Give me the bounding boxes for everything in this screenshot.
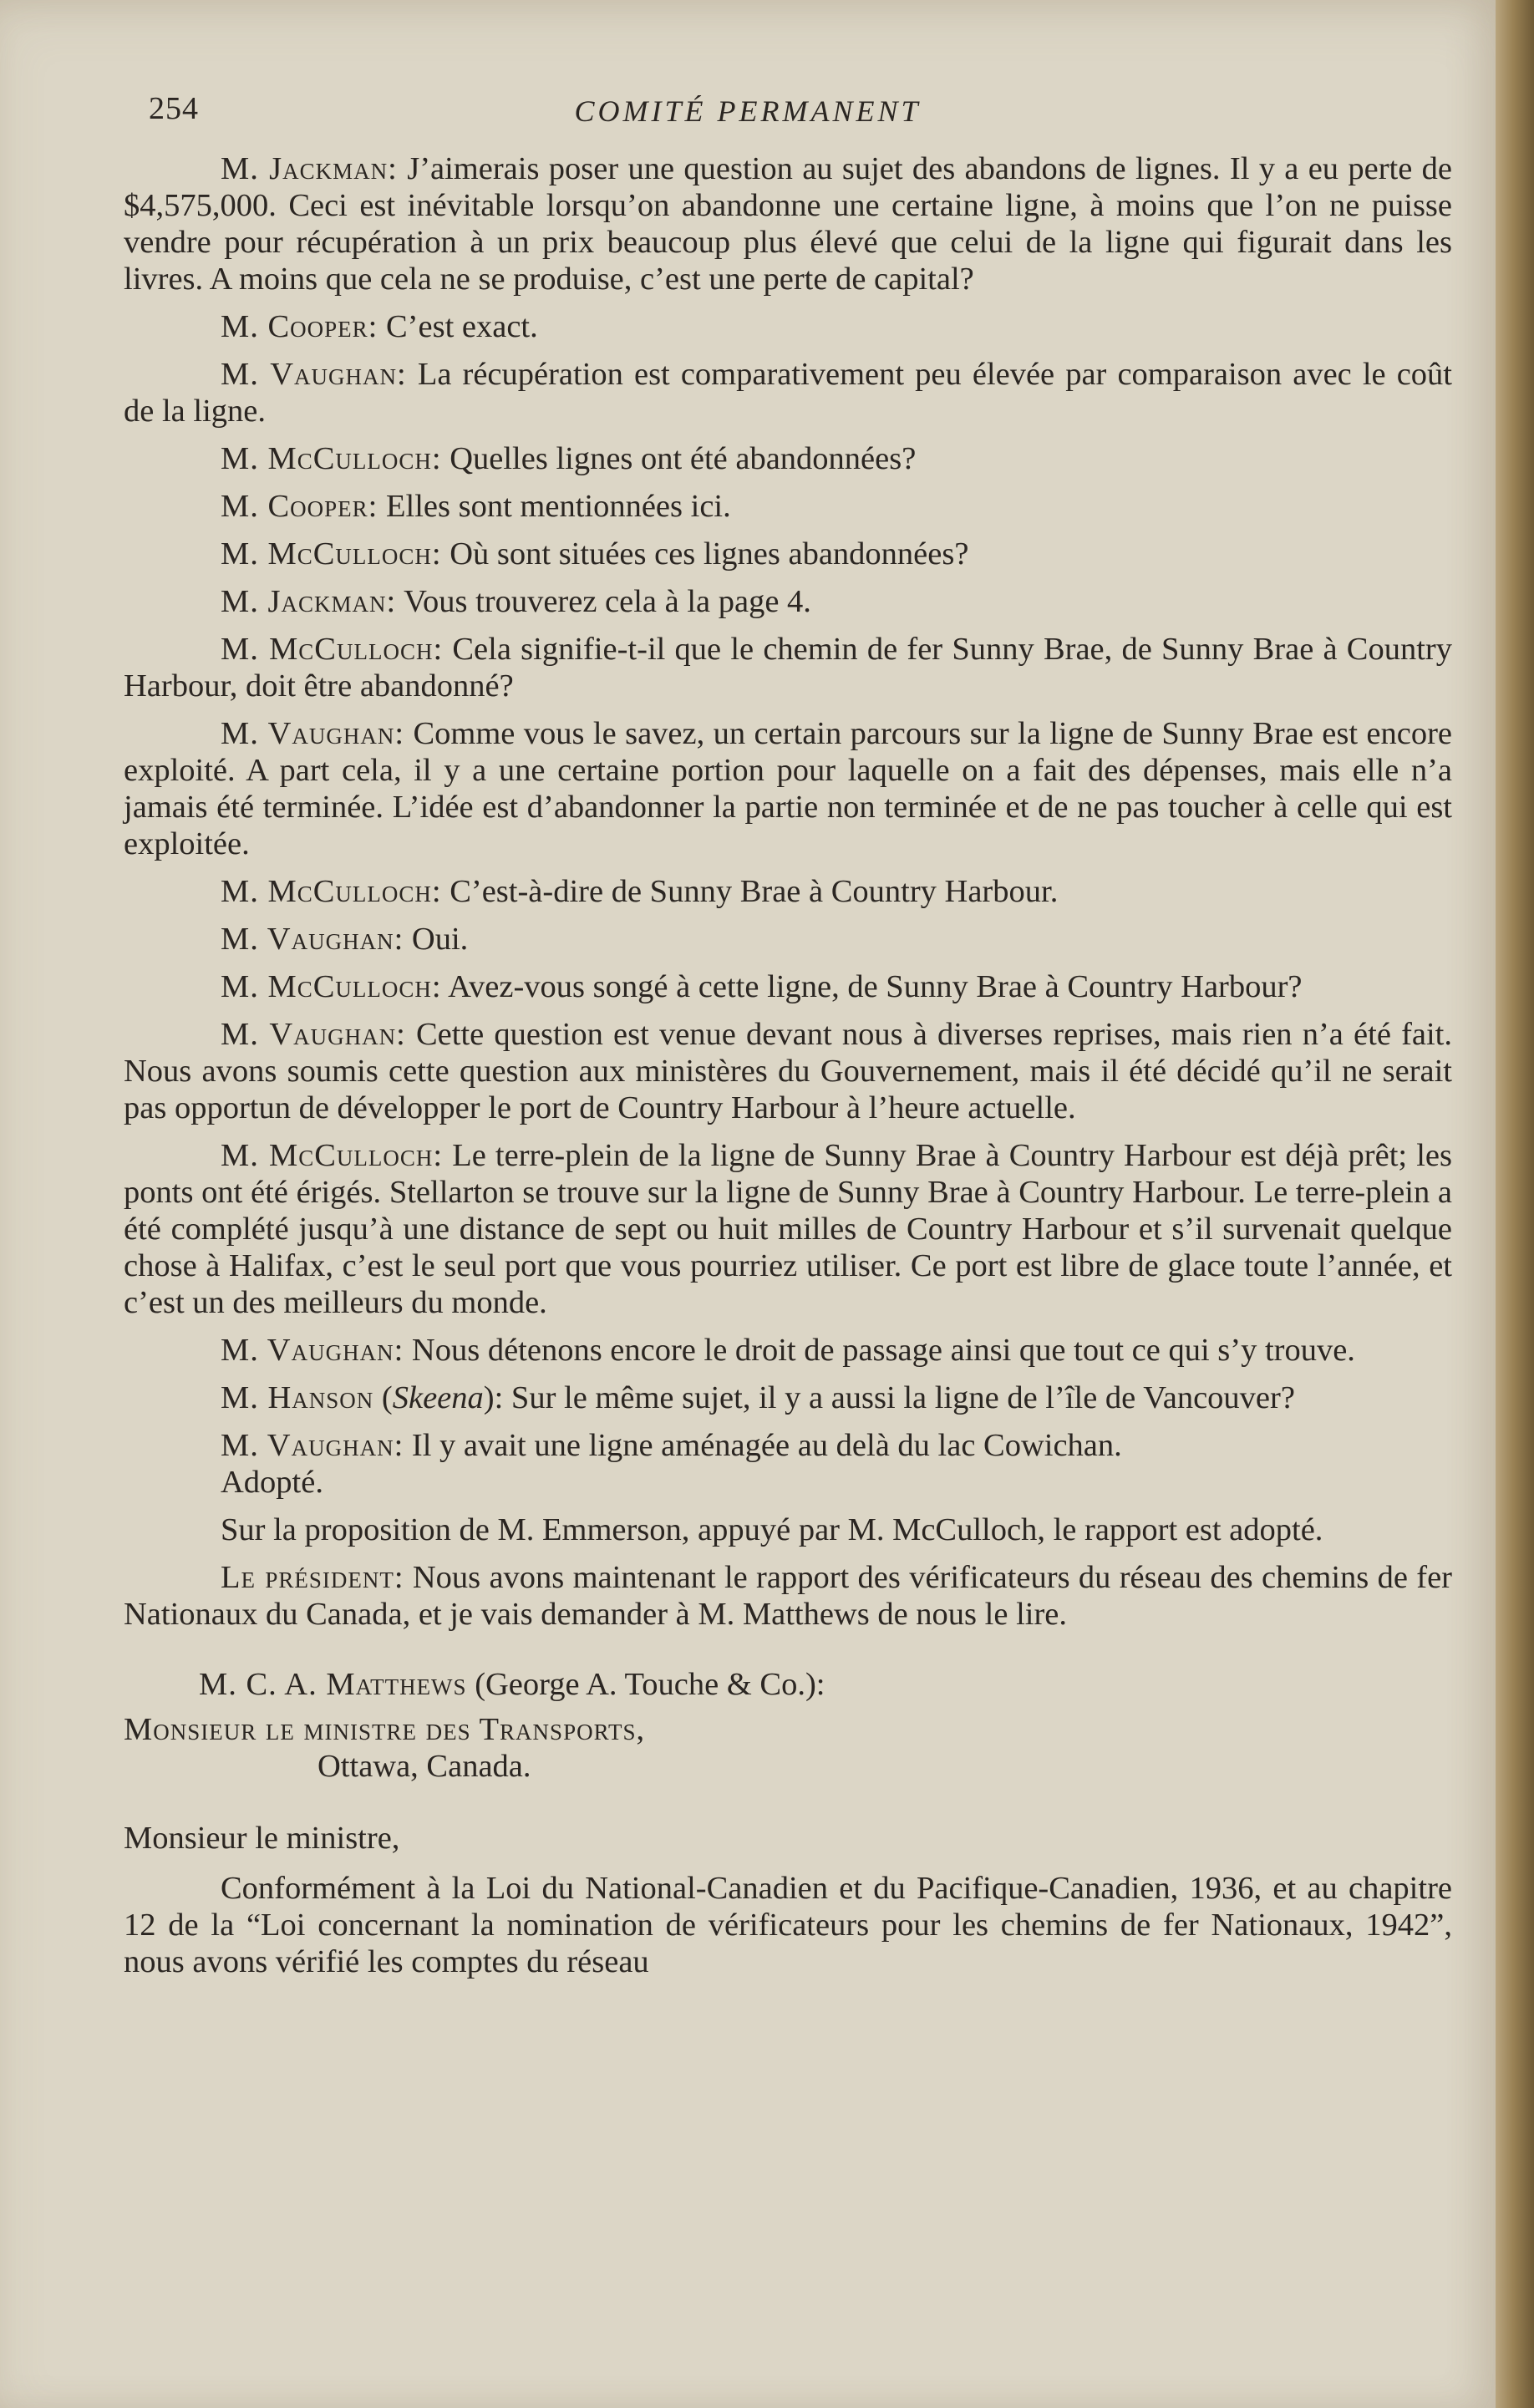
speech-text: Avez-vous songé à cette ligne, de Sunny Brae à Country Harbour? bbox=[441, 969, 1303, 1004]
book-spine-shadow bbox=[1496, 0, 1534, 2408]
dialogue-paragraph bbox=[124, 536, 1452, 572]
speech-text: Où sont situées ces lignes abandonnées? bbox=[441, 536, 969, 572]
dialogue-paragraph bbox=[124, 921, 1452, 958]
running-head: COMITÉ PERMANENT bbox=[574, 94, 922, 128]
speech-text: Cette question est venue devant nous à diverses reprises, mais rien n’a été fait. Nous avons soumis cette question aux ministères du Gouvernement, mais il été décidé qu’il ne serait pas opportun de développer le port de Country Harbour à l’heure actuelle. bbox=[124, 1017, 1452, 1125]
letter-addressee: Monsieur le ministre des Transports, bbox=[124, 1712, 646, 1747]
speaker-name: Le président: bbox=[221, 1560, 404, 1595]
speech-text: : Sur le même sujet, il y a aussi la ligne de l’île de Vancouver? bbox=[494, 1380, 1295, 1415]
speech-text: Oui. bbox=[404, 922, 469, 957]
dialogue-paragraph bbox=[124, 1332, 1452, 1369]
adopte-line: Adopté. bbox=[221, 1465, 323, 1500]
speaker-name: M. McCulloch: bbox=[221, 441, 442, 476]
dialogue-paragraph bbox=[124, 440, 1452, 477]
dialogue-paragraph bbox=[124, 968, 1452, 1005]
signatory-firm: (George A. Touche & Co.): bbox=[466, 1667, 825, 1702]
dialogue-paragraph bbox=[124, 1016, 1452, 1126]
hanson-paragraph: M. Hanson (Skeena): Sur le même sujet, il y a aussi la ligne de l’île de Vancouver? bbox=[221, 1380, 1295, 1415]
signatory-name: M. C. A. Matthews bbox=[199, 1667, 467, 1702]
speaker-name: M. Vaughan: bbox=[221, 357, 407, 392]
speaker-name: M. Hanson bbox=[221, 1380, 374, 1415]
motion-paragraph: Sur la proposition de M. Emmerson, appuyé par M. McCulloch, le rapport est adopté. bbox=[221, 1512, 1323, 1547]
speaker-name: M. Vaughan: bbox=[221, 1428, 404, 1463]
speaker-name: M. McCulloch: bbox=[221, 874, 442, 909]
dialogue-paragraph bbox=[124, 1137, 1452, 1321]
speech-text: Cela signifie-t-il que le chemin de fer Sunny Brae, de Sunny Brae à Country Harbour, doit être abandonné? bbox=[124, 632, 1452, 704]
speech-text: C’est exact. bbox=[378, 309, 538, 344]
speaker-name: M. McCulloch: bbox=[221, 536, 442, 572]
speech-text: Nous avons maintenant le rapport des vérificateurs du réseau des chemins de fer Nationaux du Canada, et je vais demander à M. Matthews de nous le lire. bbox=[124, 1560, 1452, 1632]
riding-name: Skeena bbox=[392, 1380, 484, 1415]
speaker-name: M. Vaughan: bbox=[221, 716, 405, 751]
dialogue-paragraph bbox=[124, 150, 1452, 297]
speech-text: Vous trouverez cela à la page 4. bbox=[396, 584, 811, 619]
vaughan-last-paragraph bbox=[124, 1427, 1452, 1464]
document-body bbox=[124, 150, 1452, 1991]
speaker-name: M. McCulloch: bbox=[221, 632, 444, 667]
dialogue-paragraph bbox=[124, 356, 1452, 429]
letter-signature bbox=[124, 1666, 1452, 1703]
dialogue-paragraph bbox=[124, 308, 1452, 345]
speaker-name: M. Cooper: bbox=[221, 489, 378, 524]
speech-text: Il y avait une ligne aménagée au delà du lac Cowichan. bbox=[404, 1428, 1122, 1463]
speaker-name: M. Vaughan: bbox=[221, 922, 404, 957]
speaker-name: M. Cooper: bbox=[221, 309, 378, 344]
dialogue-section bbox=[124, 150, 1452, 1369]
letter-city: Ottawa, Canada. bbox=[317, 1749, 531, 1784]
dialogue-paragraph bbox=[124, 583, 1452, 620]
page-number: 254 bbox=[149, 91, 199, 126]
speech-text: Comme vous le savez, un certain parcours sur la ligne de Sunny Brae est encore exploité. A part cela, il y a une certaine portion pour laquelle on a fait des dépenses, mais elle n’a jamais été terminée. L’idée est d’abandonner la partie non terminée et de ne pas toucher à celle qui est exploitée. bbox=[124, 716, 1452, 861]
dialogue-paragraph bbox=[124, 715, 1452, 862]
speech-text: J’aimerais poser une question au sujet des abandons de lignes. Il y a eu perte de $4,575,000. Ceci est inévitable lorsqu’on abandonne une certaine ligne, à moins que l’on ne puisse vendre pour récupération à un prix beaucoup plus élevé que celui de la ligne qui figurait dans les livres. A moins que cela ne se produise, c’est une perte de capital? bbox=[124, 151, 1452, 297]
letter-salutation: Monsieur le ministre, bbox=[124, 1821, 400, 1856]
speaker-name: M. Vaughan: bbox=[221, 1017, 406, 1052]
speech-text: La récupération est comparativement peu élevée par comparaison avec le coût de la ligne. bbox=[124, 357, 1452, 429]
president-paragraph bbox=[124, 1559, 1452, 1633]
page-header bbox=[0, 90, 1496, 140]
speech-text: Elles sont mentionnées ici. bbox=[378, 489, 731, 524]
speech-text: Le terre-plein de la ligne de Sunny Brae à Country Harbour est déjà prêt; les ponts ont été érigés. Stellarton se trouve sur la ligne de Sunny Brae à Country Harbour. Le terre-plein a été complété jusqu’à une distance de sept ou huit milles de Country Harbour et s’il survenait quelque chose à Halifax, c’est le seul port que vous pourriez utiliser. Ce port est libre de glace toute l’année, et c’est un des meilleurs du monde. bbox=[124, 1138, 1452, 1320]
dialogue-paragraph bbox=[124, 488, 1452, 525]
speech-text: C’est-à-dire de Sunny Brae à Country Harbour. bbox=[441, 874, 1059, 909]
letter-body: Conformément à la Loi du National-Canadien et du Pacifique-Canadien, 1936, et au chapitre 12 de la “Loi concernant la nomination de vérificateurs pour les chemins de fer Nationaux, 1942”, nous avons vérifié les comptes du réseau bbox=[124, 1871, 1452, 1979]
speech-text: Nous détenons encore le droit de passage ainsi que tout ce qui s’y trouve. bbox=[404, 1333, 1355, 1368]
speaker-name: M. McCulloch: bbox=[221, 1138, 444, 1173]
speaker-name: M. Jackman: bbox=[221, 584, 397, 619]
speaker-name: M. McCulloch: bbox=[221, 969, 442, 1004]
speaker-name: M. Vaughan: bbox=[221, 1333, 404, 1368]
dialogue-paragraph bbox=[124, 631, 1452, 704]
speaker-name: M. Jackman: bbox=[221, 151, 398, 186]
dialogue-paragraph bbox=[124, 873, 1452, 910]
speech-text: Quelles lignes ont été abandonnées? bbox=[441, 441, 917, 476]
